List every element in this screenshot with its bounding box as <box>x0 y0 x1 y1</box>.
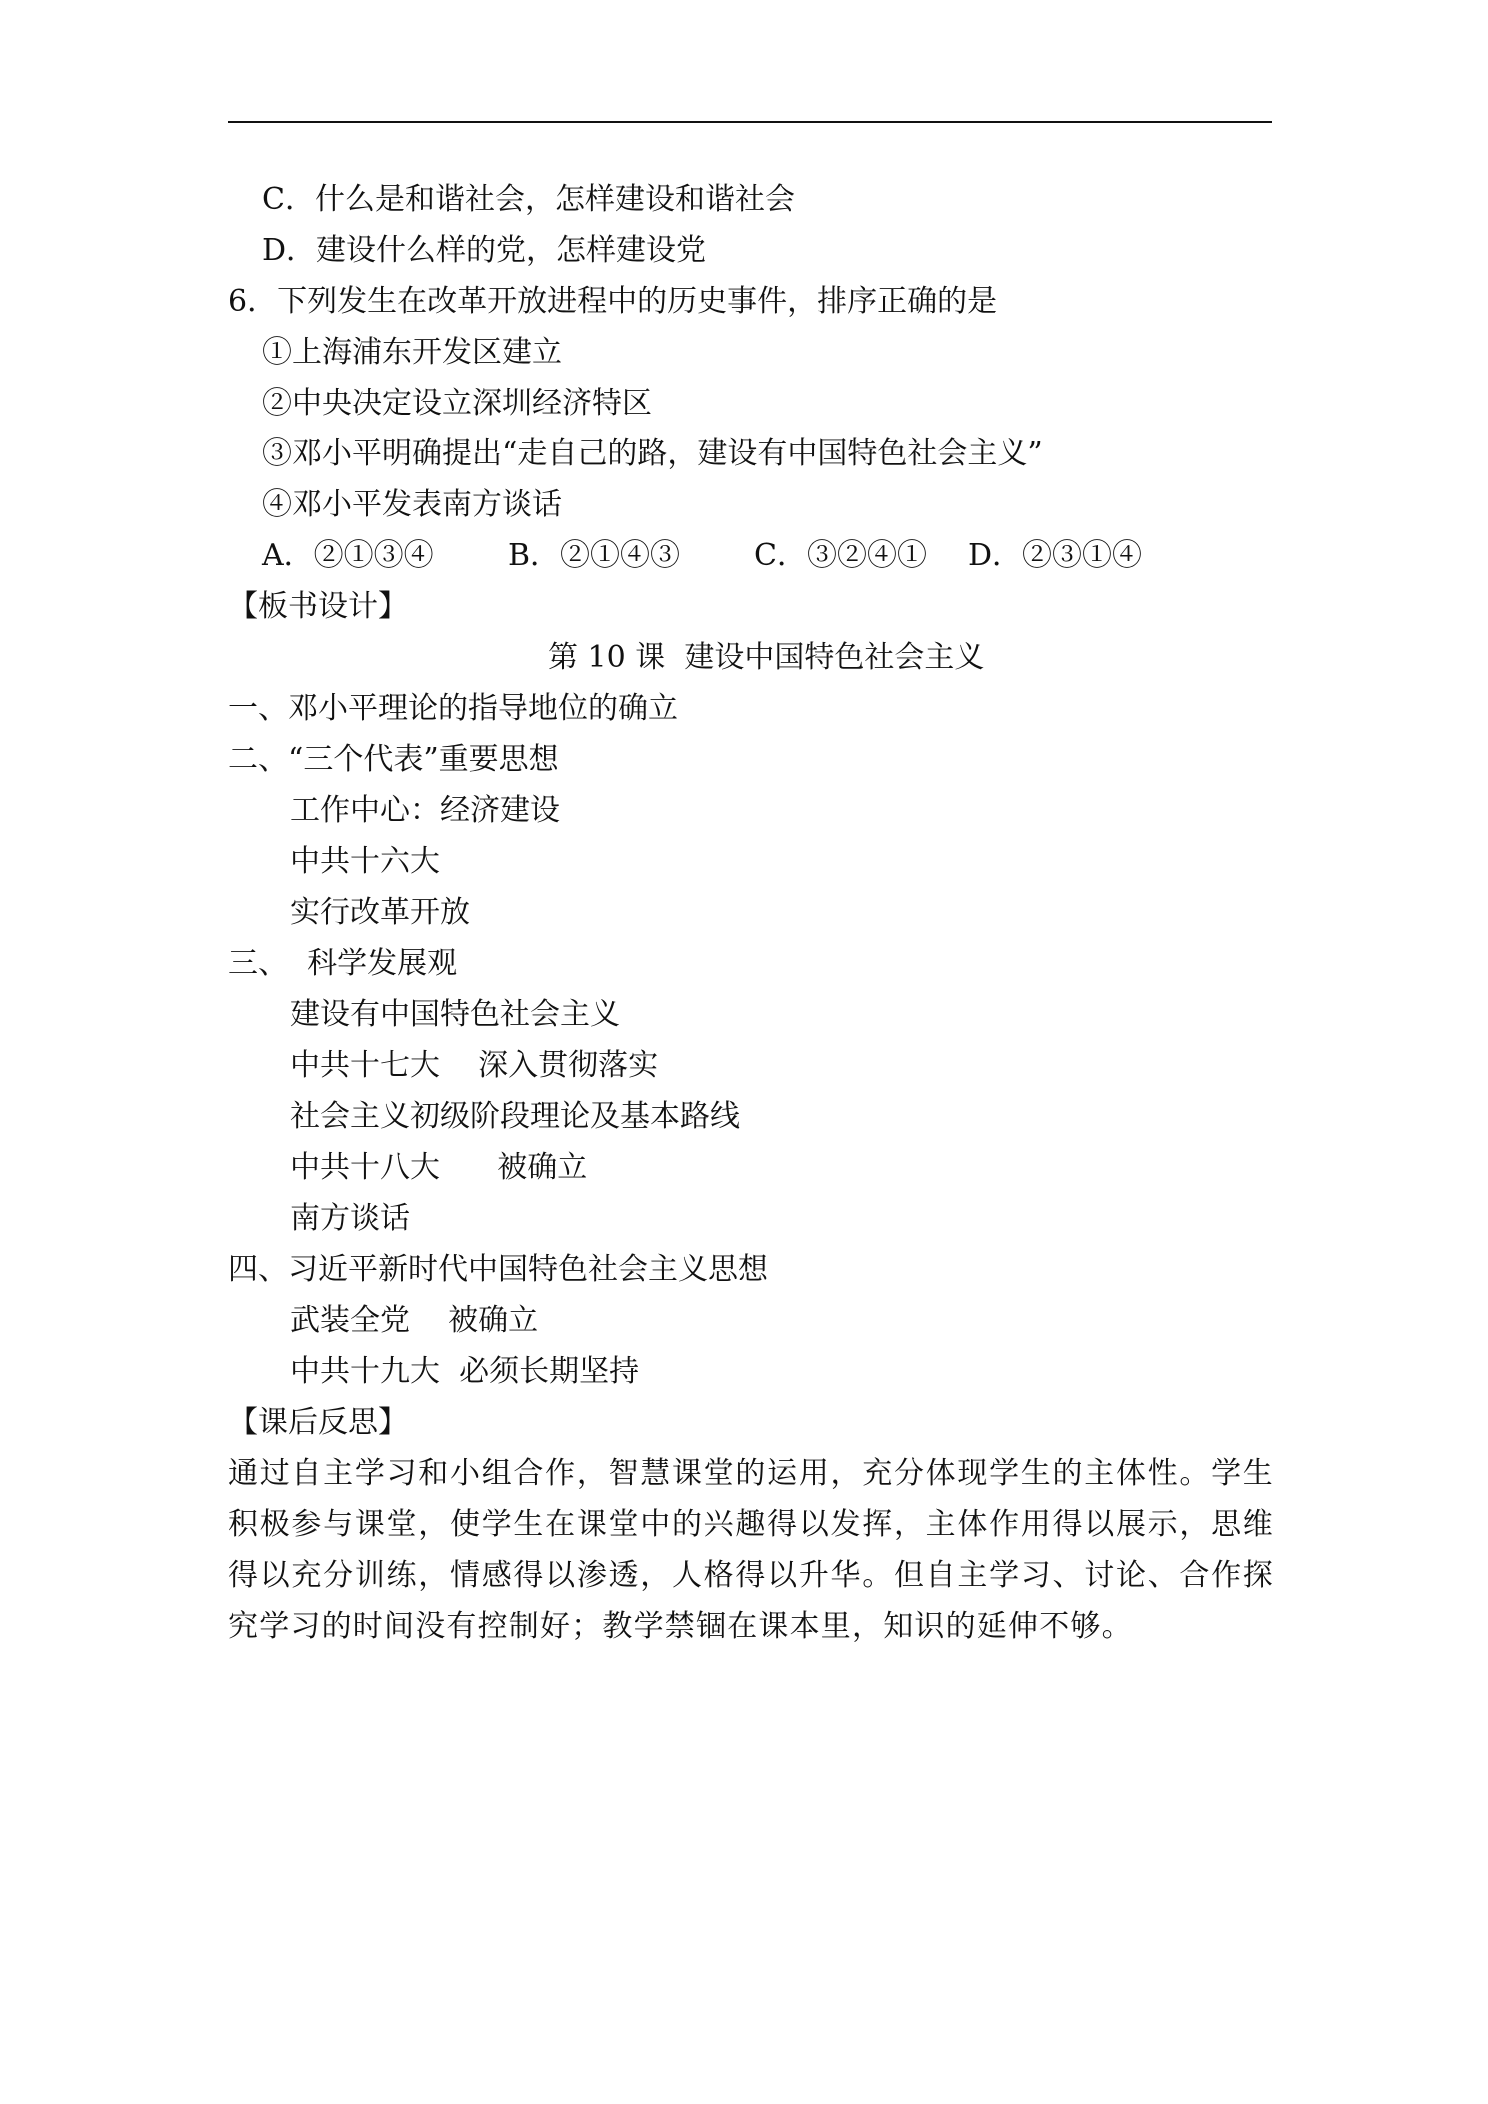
q6-stem: 6．下列发生在改革开放进程中的历史事件，排序正确的是 <box>228 284 998 319</box>
q6-option-d: D．②③①④ <box>968 538 1143 573</box>
q5-option-c: C．什么是和谐社会，怎样建设和谐社会 <box>262 182 795 217</box>
q6-option-c: C．③②④① <box>754 538 927 573</box>
board-line: 三、 科学发展观 <box>228 946 458 981</box>
q6-item-4: ④邓小平发表南方谈话 <box>262 487 562 522</box>
q6-item-1: ①上海浦东开发区建立 <box>262 335 562 370</box>
board-line: 中共十九大 必须长期坚持 <box>290 1354 640 1389</box>
board-line: 南方谈话 <box>290 1201 410 1236</box>
board-line: 二、“三个代表”重要思想 <box>228 742 559 777</box>
q6-option-b: B．②①④③ <box>508 538 681 573</box>
board-line: 武装全党 被确立 <box>290 1303 539 1338</box>
board-line: 实行改革开放 <box>290 895 470 930</box>
q6-item-3: ③邓小平明确提出“走自己的路，建设有中国特色社会主义” <box>262 436 1043 471</box>
q6-option-a: A．②①③④ <box>262 538 434 573</box>
board-line: 建设有中国特色社会主义 <box>290 997 620 1032</box>
board-heading: 【板书设计】 <box>228 589 408 624</box>
reflection-heading: 【课后反思】 <box>228 1405 408 1440</box>
board-line: 中共十六大 <box>290 844 440 879</box>
board-line: 一、邓小平理论的指导地位的确立 <box>228 691 678 726</box>
board-line: 中共十八大 被确立 <box>290 1150 588 1185</box>
board-line: 社会主义初级阶段理论及基本路线 <box>290 1099 740 1134</box>
board-line: 工作中心：经济建设 <box>290 793 560 828</box>
q6-options <box>262 536 1162 576</box>
board-title: 第 10 课 建设中国特色社会主义 <box>548 640 985 675</box>
board-line: 四、习近平新时代中国特色社会主义思想 <box>228 1252 768 1287</box>
board-line: 中共十七大 深入贯彻落实 <box>290 1048 659 1083</box>
q6-item-2: ②中央决定设立深圳经济特区 <box>262 386 652 421</box>
header-rule <box>228 121 1272 123</box>
q5-option-d: D．建设什么样的党，怎样建设党 <box>262 233 707 268</box>
reflection-paragraph: 通过自主学习和小组合作，智慧课堂的运用，充分体现学生的主体性。学生积极参与课堂，使学生在课堂中的兴趣得以发挥，主体作用得以展示，思维得以充分训练，情感得以渗透，人格得以升华。但自主学习、讨论、合作探究学习的时间没有控制好；教学禁锢在课本里，知识的延伸不够。 <box>228 1456 1274 1644</box>
